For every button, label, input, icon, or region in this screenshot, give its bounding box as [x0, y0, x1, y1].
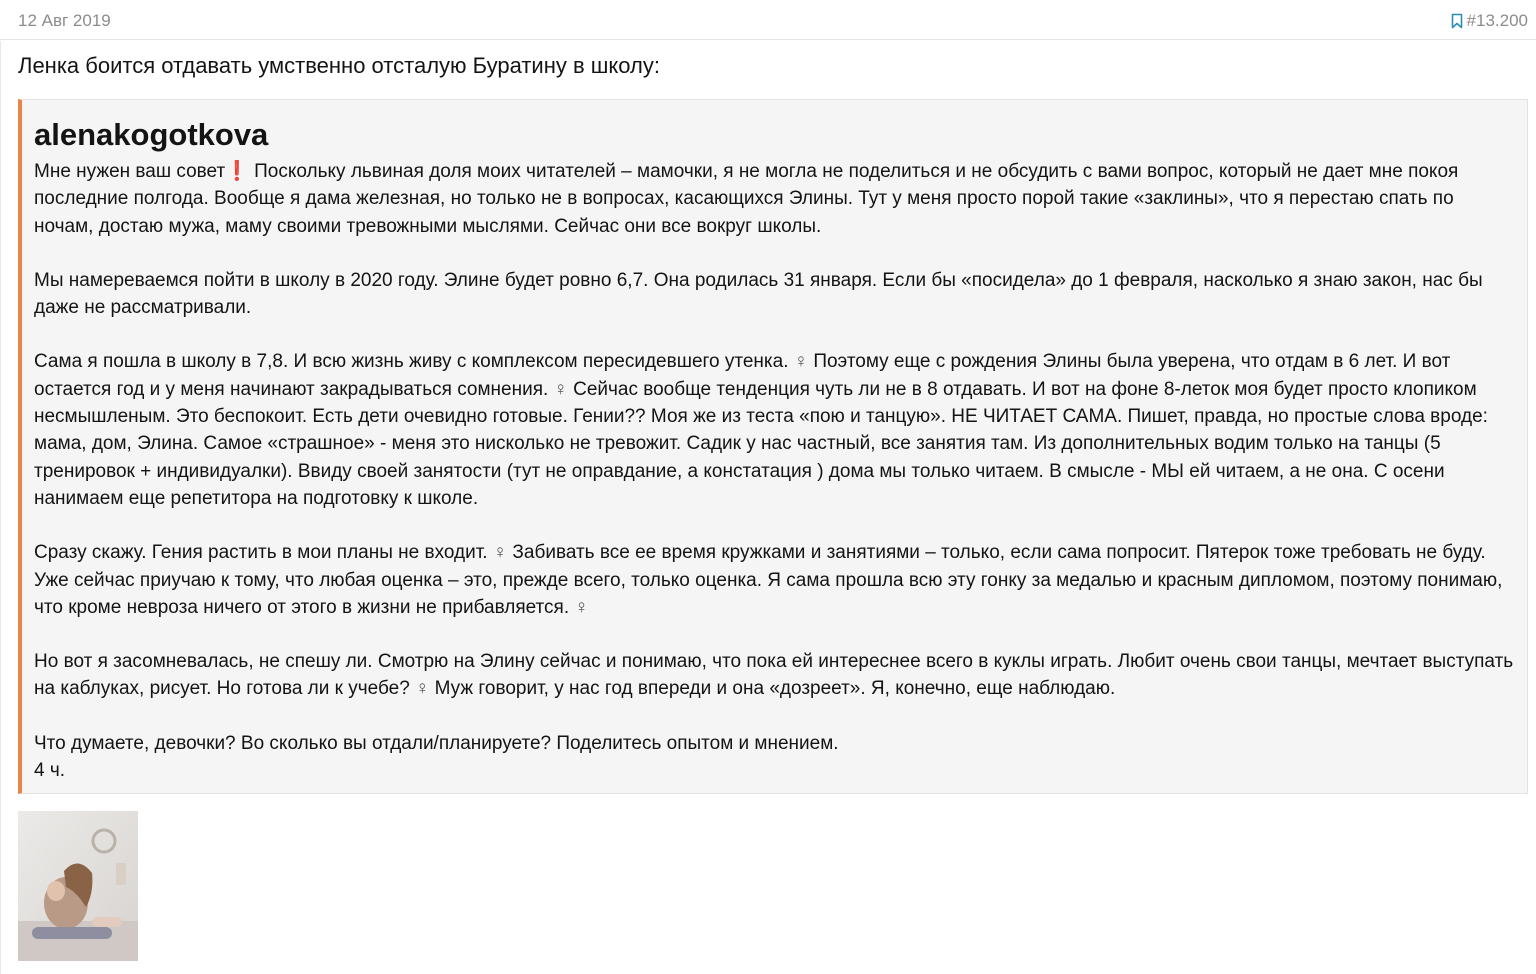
post-number[interactable]: #13.200: [1466, 11, 1528, 30]
quote-text: Но вот я засомневалась, не спешу ли. Смотрю на Элину сейчас и понимаю, что пока ей интереснее всего в куклы играть. Любит очень свои танцы, мечтает выступать на каблуках, рисует. Но готова ли к учебе?: [34, 651, 1514, 700]
attached-photo-thumbnail[interactable]: [18, 811, 138, 961]
post-header: [0, 0, 1536, 40]
quote-text: Сейчас вообще тенденция чуть ли не в 8 отдавать. И вот на фоне 8-леток моя будет просто клопиком несмышленым. Это беспокоит. Есть дети очевидно готовые. Гении?? Моя же из теста «пою и танцую». НЕ ЧИТАЕТ САМА. Пишет, правда, но простые слова вроде: мама, дом, Элина. Самое «страшное» - меня это нисколько не тревожит. Садик у нас частный, все занятия там. Из дополнительных водим только на танцы (5 тренировок + индивидуалки). Ввиду своей занятости (тут не оправдание, а констатация ) дома мы только читаем. В смысле - МЫ ей читаем, а не она. С осени нанимаем еще репетитора на подготовку к школе.: [34, 378, 1488, 509]
female-sign-icon: ♀: [487, 542, 513, 564]
post-date: 12 Авг 2019: [18, 11, 111, 30]
female-sign-icon: ♀: [569, 596, 589, 618]
quote-timestamp: 4 ч.: [34, 760, 66, 782]
quote-body: [34, 158, 1515, 784]
quote-text: Муж говорит, у нас год впереди и она «дозреет». Я, конечно, еще наблюдаю.: [434, 678, 1116, 700]
exclamation-icon: ❗: [225, 161, 249, 182]
post-permalink-link[interactable]: [1451, 11, 1528, 31]
quote-text: Мне нужен ваш совет: [34, 161, 226, 182]
quote-text: Забивать все ее время кружками и занятиями – только, если сама попросит. Пятерок тоже требовать не буду. Уже сейчас приучаю к тому, что любая оценка – это, прежде всего, только оценка. Я сама прошла всю эту гонку за медалью и красным дипломом, поэтому понимаю, что кроме невроза ничего от этого в жизни не прибавляется.: [34, 542, 1503, 618]
post-intro-text: Ленка боится отдавать умственно отсталую Буратину в школу:: [18, 53, 660, 78]
quote-paragraph: [34, 348, 1515, 512]
quote-paragraph: Мы намереваемся пойти в школу в 2020 году. Элине будет ровно 6,7. Она родилась 31 января. Если бы «посидела» до 1 февраля, насколько я знаю закон, нас бы даже не рассматривали.: [34, 269, 1483, 319]
quote-author[interactable]: alenakogotkova: [34, 117, 269, 152]
quote-text: Поскольку львиная доля моих читателей – мамочки, я не могла не поделиться и не обсудить с вами вопрос, который не дает мне покоя последние полгода. Вообще я дама железная, но только не в вопросах, касающихся Элины. Тут у меня просто порой такие «заклины», что я перестаю спать по ночам, достаю мужа, маму своими тревожными мыслями. Сейчас они все вокруг школы.: [34, 161, 1459, 237]
quote-text: Поэтому еще с рождения Элины была уверена, что отдам в 6 лет. И вот остается год и у меня начинают закрадываться сомнения.: [34, 351, 1451, 400]
quote-paragraph: Что думаете, девочки? Во сколько вы отдали/планируете? Поделитесь опытом и мнением.: [34, 732, 839, 754]
bookmark-icon[interactable]: [1451, 13, 1463, 29]
female-sign-icon: ♀: [409, 678, 435, 700]
female-sign-icon: ♀: [788, 351, 814, 373]
quote-block: [18, 99, 1528, 794]
female-sign-icon: ♀: [548, 378, 574, 400]
quote-text: Сразу скажу. Гения растить в мои планы не входит.: [34, 542, 488, 564]
quote-paragraph: [34, 648, 1515, 703]
thread-rule: [0, 41, 5, 974]
quote-paragraph: [34, 539, 1515, 621]
quote-paragraph: [34, 158, 1515, 240]
quote-text: Сама я пошла в школу в 7,8. И всю жизнь живу с комплексом пересидевшего утенка.: [34, 351, 789, 373]
photo-placeholder-icon[interactable]: [18, 811, 138, 961]
